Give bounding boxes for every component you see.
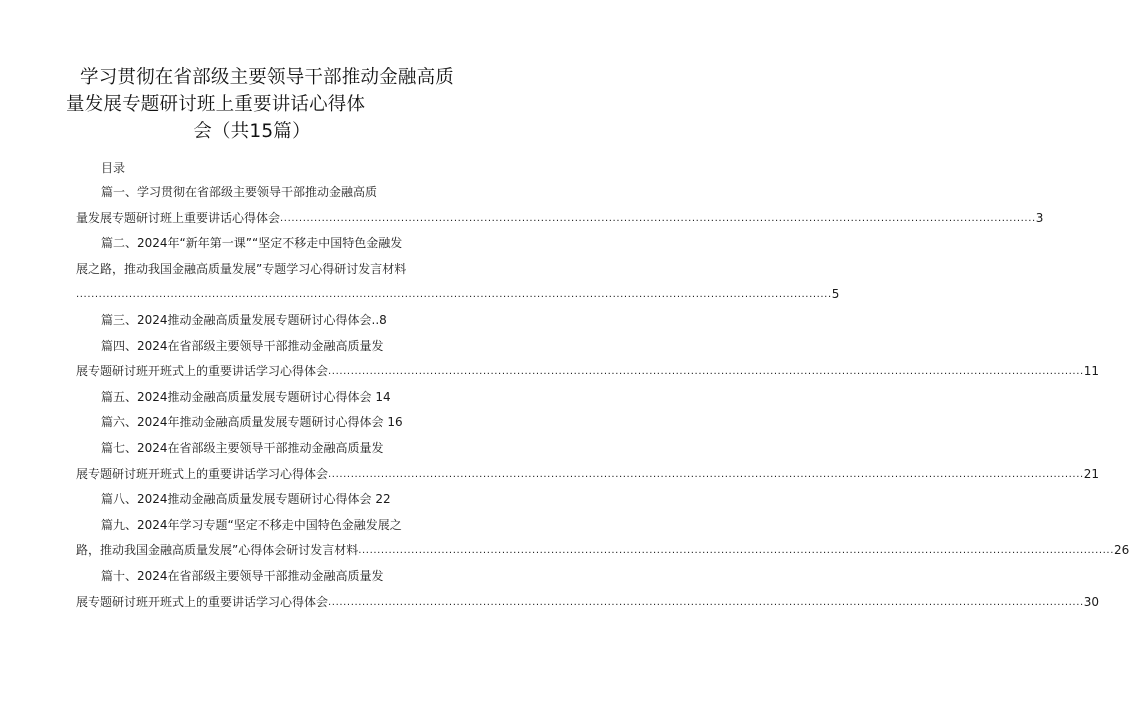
title-line-3: 会（共15篇） bbox=[193, 121, 311, 142]
table-of-contents bbox=[76, 180, 1129, 615]
toc-line[interactable] bbox=[76, 564, 450, 590]
toc-line[interactable] bbox=[76, 257, 450, 283]
toc-entry-text: 篇一、学习贯彻在省部级主要领导干部推动金融高质 bbox=[101, 185, 378, 199]
toc-entry-text: 展专题研讨班开班式上的重要讲话学习心得体会 bbox=[76, 364, 329, 379]
toc-page-number: 30 bbox=[1083, 594, 1100, 609]
toc-entry-text: 篇四、2024在省部级主要领导干部推动金融高质量发 bbox=[101, 338, 384, 353]
dot-leader: ........................................................................................................................................................................................................ bbox=[328, 468, 1084, 480]
document-title bbox=[66, 64, 455, 145]
toc-page-number: 21 bbox=[1083, 466, 1100, 481]
toc-line[interactable] bbox=[76, 231, 450, 257]
toc-line[interactable] bbox=[76, 410, 450, 436]
toc-line[interactable] bbox=[76, 180, 450, 206]
toc-page-number: 26 bbox=[1113, 543, 1129, 558]
dot-leader: ........................................................................................................................................................................................................ bbox=[358, 545, 1114, 557]
toc-line[interactable] bbox=[76, 436, 450, 462]
title-line-2: 量发展专题研讨班上重要讲话心得体 bbox=[66, 94, 366, 115]
toc-page-number: 3 bbox=[1035, 210, 1044, 225]
toc-entry-text: 展专题研讨班开班式上的重要讲话学习心得体会 bbox=[76, 466, 329, 481]
title-line-1: 学习贯彻在省部级主要领导干部推动金融高质 bbox=[80, 67, 455, 88]
dot-leader: ........................................................................................................................................................................................................ bbox=[76, 289, 832, 301]
dot-leader: ........................................................................................................................................................................................................ bbox=[328, 366, 1084, 378]
dot-leader: ........................................................................................................................................................................................................ bbox=[280, 212, 1036, 224]
toc-line[interactable] bbox=[76, 513, 450, 539]
toc-page-number: 11 bbox=[1083, 364, 1100, 379]
toc-entry-text: 篇十、2024在省部级主要领导干部推动金融高质量发 bbox=[101, 568, 384, 583]
toc-entry-text: 篇九、2024年学习专题“坚定不移走中国特色金融发展之 bbox=[101, 517, 402, 532]
toc-line[interactable] bbox=[76, 206, 1044, 232]
toc-page-number: 5 bbox=[831, 287, 840, 302]
toc-line[interactable] bbox=[76, 487, 450, 513]
toc-entry-text: 量发展专题研讨班上重要讲话心得体会 bbox=[76, 210, 281, 225]
toc-line[interactable] bbox=[76, 334, 450, 360]
toc-entry-text: 篇五、2024推动金融高质量发展专题研讨心得体会 14 bbox=[101, 389, 391, 404]
toc-entry-text: 篇八、2024推动金融高质量发展专题研讨心得体会 22 bbox=[101, 492, 391, 507]
toc-entry-text: 展之路，推动我国金融高质量发展”专题学习心得研讨发言材料 bbox=[76, 261, 407, 276]
toc-line[interactable] bbox=[76, 308, 450, 334]
toc-entry-text: 篇二、2024年“新年第一课”“坚定不移走中国特色金融发 bbox=[101, 236, 403, 251]
toc-line[interactable] bbox=[76, 590, 1100, 616]
toc-line[interactable] bbox=[76, 385, 450, 411]
toc-entry-text: 路，推动我国金融高质量发展”心得体会研讨发言材料 bbox=[76, 543, 359, 558]
toc-line[interactable] bbox=[76, 462, 1100, 488]
toc-line[interactable] bbox=[76, 359, 1100, 385]
dot-leader: ........................................................................................................................................................................................................ bbox=[328, 596, 1084, 608]
toc-entry-text: 篇六、2024年推动金融高质量发展专题研讨心得体会 16 bbox=[101, 415, 403, 430]
toc-line[interactable] bbox=[76, 282, 840, 308]
toc-entry-text: 篇三、2024推动金融高质量发展专题研讨心得体会..8 bbox=[101, 312, 387, 327]
toc-heading: 目录 bbox=[101, 161, 126, 175]
toc-entry-text: 篇七、2024在省部级主要领导干部推动金融高质量发 bbox=[101, 440, 384, 455]
toc-entry-text: 展专题研讨班开班式上的重要讲话学习心得体会 bbox=[76, 594, 329, 609]
toc-line[interactable] bbox=[76, 538, 1129, 564]
